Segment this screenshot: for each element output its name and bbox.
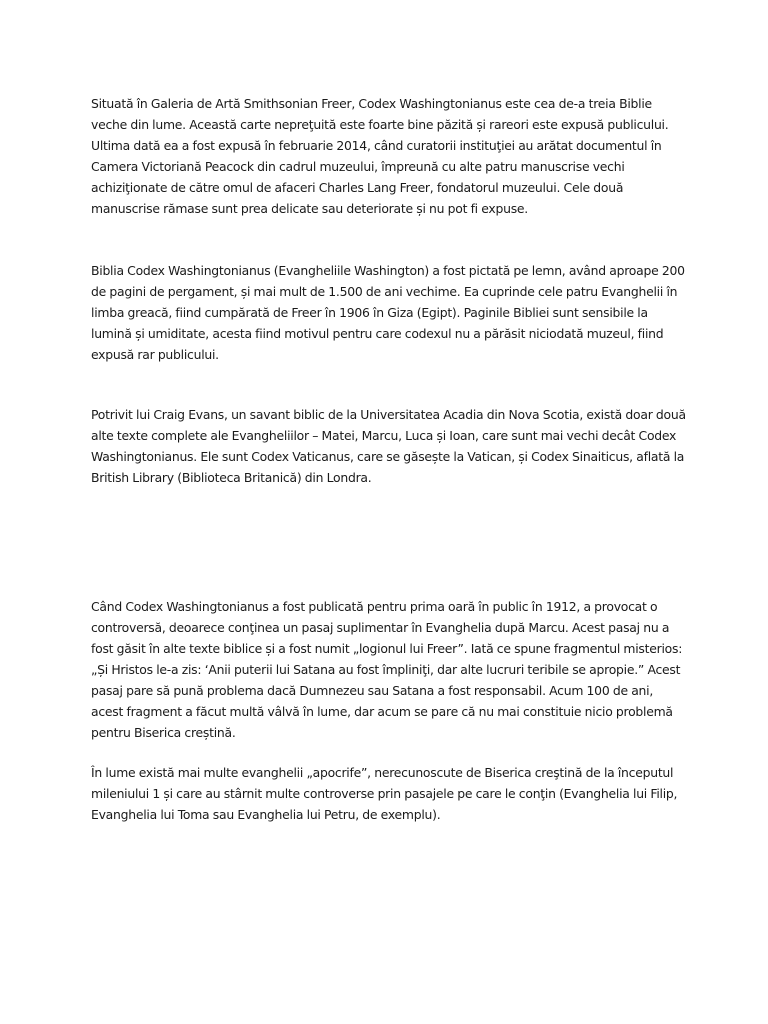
paragraph-logionul-freer: Când Codex Washingtonianus a fost publicată pentru prima oară în public în 1912, a provocat o controversă, deoarece conţinea un pasaj suplimentar în Evanghelia după Marcu. Acest pasaj nu a fost găsit în alte texte biblice și a fost numit „logionul lui Freer”. Iată ce spune fragmentul misterios: „Și Hristos le-a zis: ‘Anii puterii lui Satana au fost împliniţi, dar alte lucruri teribile se apropie.” Acest pasaj pare să pună problema dacă Dumnezeu sau Satana a fost responsabil. Acum 100 de ani, acest fragment a făcut multă vâlvă în lume, dar acum se pare că nu mai constituie nicio problemă pentru Biserica creștină. [91,599,683,740]
paragraph-evanghelii-apocrife: În lume există mai multe evanghelii „apocrife”, nerecunoscute de Biserica creştină de la începutul mileniului 1 și care au stârnit multe controverse prin pasajele pe care le conţin (Evanghelia lui Filip, Evanghelia lui Toma sau Evanghelia lui Petru, de exemplu). [91,765,678,822]
paragraph-craig-evans: Potrivit lui Craig Evans, un savant biblic de la Universitatea Acadia din Nova Scotia, există doar două alte texte complete ale Evangheliilor – Matei, Marcu, Luca și Ioan, care sunt mai vechi decât Codex Washingtonianus. Ele sunt Codex Vaticanus, care se găsește la Vatican, și Codex Sinaiticus, aflată la British Library (Biblioteca Britanică) din Londra. [91,407,686,485]
paragraph-descriere-codex: Biblia Codex Washingtonianus (Evangheliile Washington) a fost pictată pe lemn, având aproape 200 de pagini de pergament, și mai mult de 1.500 de ani vechime. Ea cuprinde cele patru Evanghelii în limba greacă, fiind cumpărată de Freer în 1906 în Giza (Egipt). Paginile Bibliei sunt sensibile la lumină și umiditate, acesta fiind motivul pentru care codexul nu a părăsit niciodată muzeul, fiind expusă rar publicului. [91,263,685,362]
paragraph-galeria-freer: Situată în Galeria de Artă Smithsonian Freer, Codex Washingtonianus este cea de-a treia Biblie veche din lume. Această carte nepreţuită este foarte bine păzită și rareori este expusă publicului. Ultima dată ea a fost expusă în februarie 2014, când curatorii instituţiei au arătat documentul în Camera Victoriană Peacock din cadrul muzeului, împreună cu alte patru manuscrise vechi achiziţionate de către omul de afaceri Charles Lang Freer, fondatorul muzeului. Cele două manuscrise rămase sunt prea delicate sau deteriorate și nu pot fi expuse. [91,96,669,216]
